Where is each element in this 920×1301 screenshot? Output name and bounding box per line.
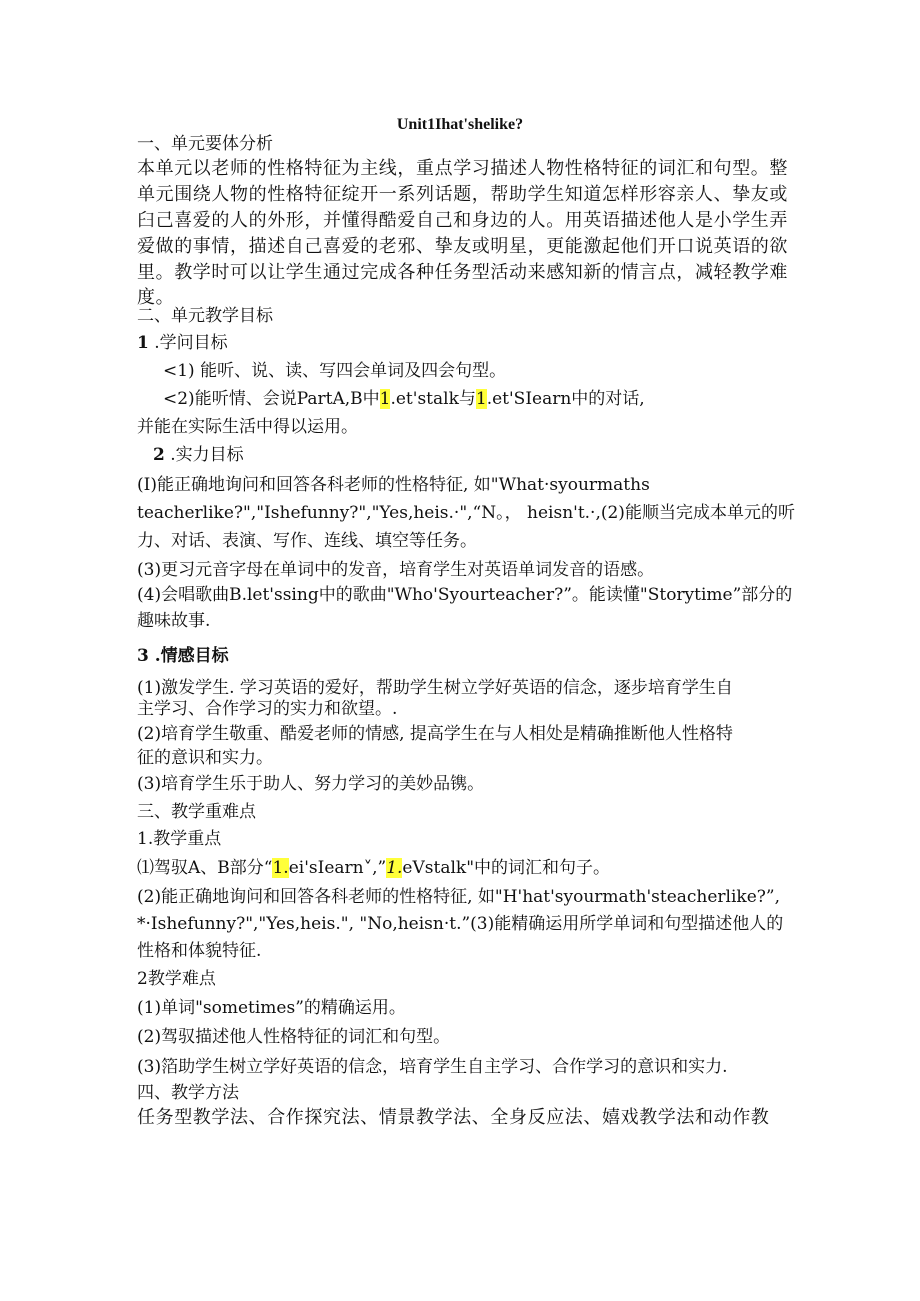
goal2-line: 趣味故事. <box>137 611 211 631</box>
difficult-points-line: (2)驾驭描述他人性格特征的词汇和句型。 <box>137 1027 451 1047</box>
goal2-line: (4)会唱歌曲B.let'ssing中的歌曲"Who'Syourteacher?”。能读懂"Storytime”部分的 <box>137 585 793 605</box>
goal1-item2-continued: 并能在实际生活中得以运用。 <box>137 417 358 437</box>
section4-line: 任务型教学法、合作探究法、情景教学法、全身反应法、嬉戏教学法和动作教 <box>137 1107 770 1128</box>
section1-heading: 一、单元要体分析 <box>137 134 273 154</box>
section1-paragraph-line: 单元围绕人物的性格特征绽开一系列话题，帮助学生知道怎样形容亲人、挚友或 <box>137 184 788 205</box>
goal1-item2-text: .et'SIearn中的对话, <box>486 389 645 409</box>
document-title: Unit1Ihat'shelike? <box>396 116 524 133</box>
goal3-heading <box>137 645 229 667</box>
section4-heading: 四、教学方法 <box>137 1083 239 1103</box>
goal1-item2-text: <2)能听情、会说PartA,B中 <box>163 389 380 409</box>
key-points-text: ei'sIearn˅,” <box>288 858 387 878</box>
section2-heading: 二、单元教学目标 <box>137 306 273 326</box>
goal2-line: (I)能正确地询问和回答各科老师的性格特征, 如"What·syourmaths <box>137 475 650 495</box>
goal1-item1: <1) 能听、说、读、写四会单词及四会句型。 <box>163 361 507 381</box>
goal3-title: .情感目标 <box>154 646 229 666</box>
goal1-heading <box>137 332 228 354</box>
key-points-line: 性格和体貌特征. <box>137 941 262 961</box>
goal1-item2 <box>163 388 645 410</box>
goal3-line: 主学习、合作学习的实力和欲望。. <box>137 699 398 719</box>
key-points-title: 1.教学重点 <box>137 829 222 849</box>
section1-paragraph-line: 里。教学时可以让学生通过完成各种任务型活动来感知新的情言点，减轻教学难 <box>137 262 788 283</box>
section1-paragraph-line: 度。 <box>137 287 175 308</box>
difficult-points-title: 2教学难点 <box>137 969 216 989</box>
section3-heading: 三、教学重难点 <box>137 802 256 822</box>
section1-paragraph-line: 臼己喜爱的人的外形，并懂得酷爱自己和身边的人。用英语描述他人是小学生弄 <box>137 210 788 231</box>
key-points-text: ⑴驾驭A、B部分“ <box>137 858 273 878</box>
goal2-line: (3)更习元音字母在单词中的发音，培育学生对英语单词发音的语感。 <box>137 560 655 580</box>
goal2-line: teacherlike?","Ishefunny?","Yes,heis.·",“N。， heisn't.·,(2)能顺当完成本单元的听 <box>137 503 795 523</box>
goal2-title: .实力目标 <box>170 445 244 465</box>
goal2-line: 力、对话、表演、写作、连线、填空等任务。 <box>137 531 477 551</box>
goal2-heading <box>153 444 244 466</box>
key-points-line: (2)能正确地询问和回答各科老师的性格特征, 如"H'hat'syourmath'steacherlike?”, <box>137 887 780 907</box>
goal1-item2-text: .et'stalk与 <box>390 389 476 409</box>
highlight-mark: 1. <box>386 858 403 878</box>
goal3-line: (2)培育学生敬重、酷爱老师的情感, 提高学生在与人相处是精确推断他人性格特 <box>137 724 733 744</box>
goal2-number: 2 <box>153 445 165 465</box>
goal3-number: 3 <box>137 646 149 666</box>
key-points-line: *·Ishefunny?","Yes,heis.", "No,heisn·t.”(3)能精确运用所学单词和句型描述他人的 <box>137 914 784 934</box>
key-points-text: eVstalk"中的词汇和句子。 <box>402 858 611 878</box>
highlight-mark: 1 <box>379 389 391 409</box>
difficult-points-line: (1)单词"sometimes”的精确运用。 <box>137 998 406 1018</box>
section1-paragraph-line: 本单元以老师的性格特征为主线，重点学习描述人物性格特征的词汇和句型。整 <box>137 158 788 179</box>
difficult-points-line: (3)箔助学生树立学好英语的信念，培育学生自主学习、合作学习的意识和实力. <box>137 1057 728 1077</box>
section1-paragraph-line: 爱做的事情，描述自己喜爱的老邪、挚友或明星，更能激起他们开口说英语的欲 <box>137 236 788 257</box>
goal1-number: 1 <box>137 333 149 353</box>
goal3-line: (3)培育学生乐于助人、努力学习的美妙品镌。 <box>137 774 485 794</box>
highlight-mark: 1. <box>272 858 289 878</box>
key-points-line <box>137 857 610 879</box>
goal3-line: 征的意识和实力。 <box>137 748 273 768</box>
goal1-title: .学问目标 <box>154 333 228 353</box>
highlight-mark: 1 <box>475 389 487 409</box>
goal3-line: (1)激发学生. 学习英语的爱好，帮助学生树立学好英语的信念，逐步培育学生自 <box>137 678 733 698</box>
